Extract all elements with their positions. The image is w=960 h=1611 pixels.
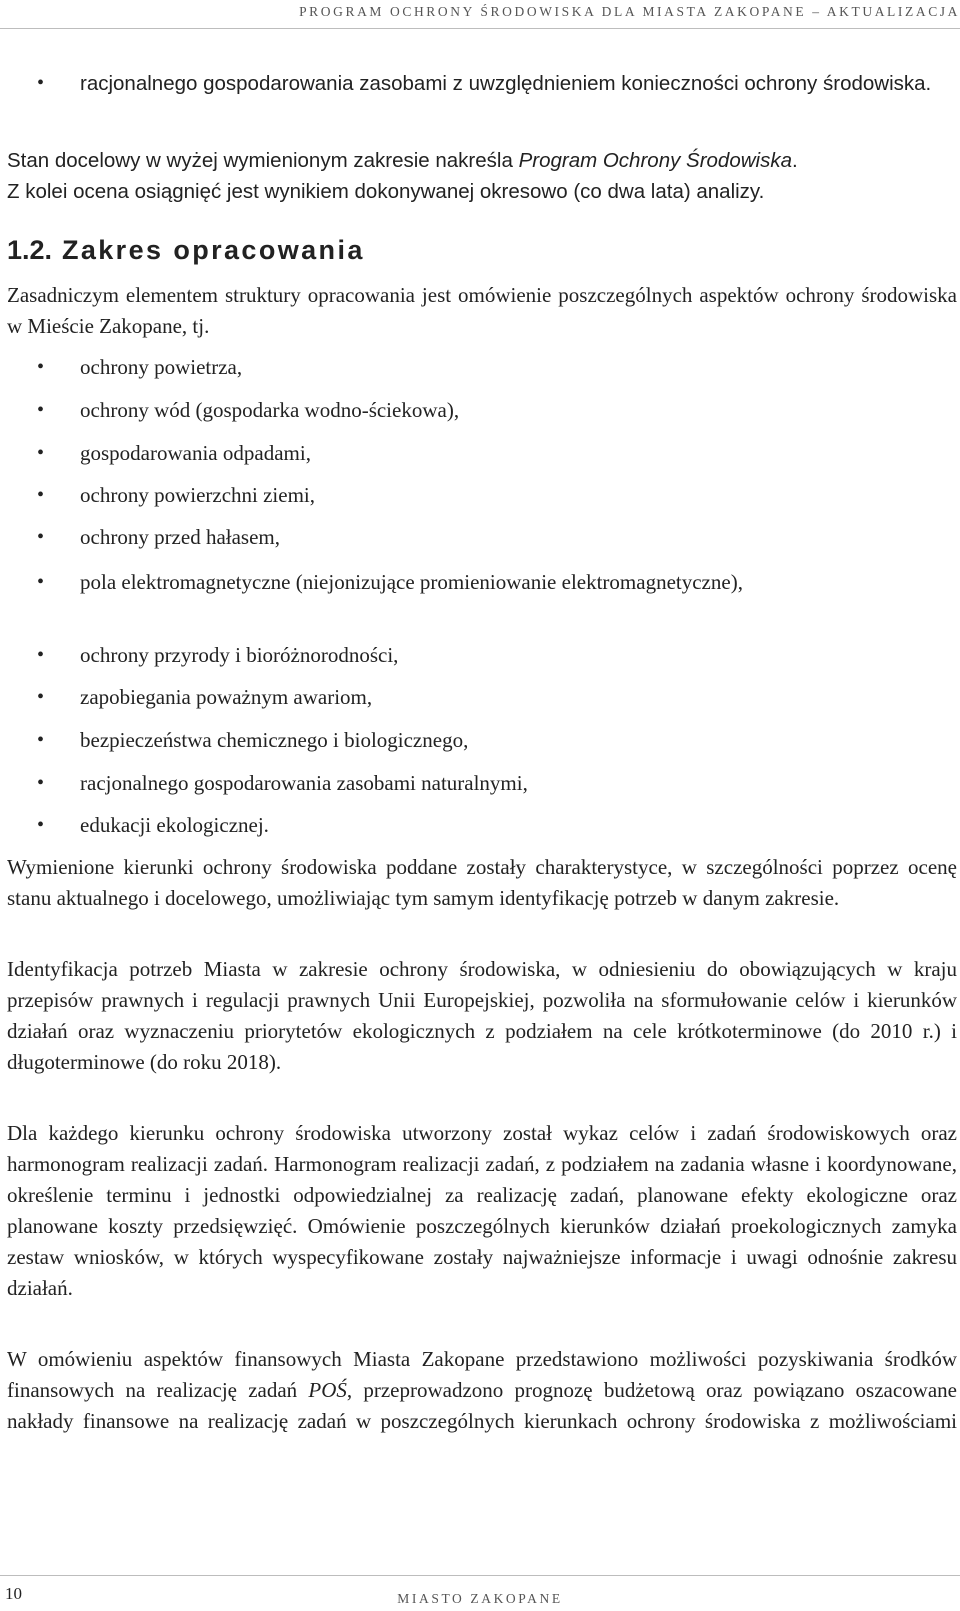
bullet-icon: • <box>37 356 45 378</box>
list-item <box>37 68 957 99</box>
footer-text: MIASTO ZAKOPANE <box>397 1591 563 1606</box>
section-number: 1.2. <box>7 235 53 265</box>
bullet-icon: • <box>37 644 45 666</box>
paragraph: Dla każdego kierunku ochrony środowiska utworzony został wykaz celów i zadań środowiskowych oraz harmonogram realizacji zadań. Harmonogram realizacji zadań, z podziałem na zadania własne i koordynowane, określenie terminu i jednostki odpowiedzialnej za realizację zadań, planowane efekty ekologiczne oraz planowane koszty przedsięwzięć. Omówienie poszczególnych kierunków działań proekologicznych zamyka zestaw wniosków, w których wyspecyfikowane zostały najważniejsze informacje i uwagi odnośnie zakresu działań. <box>7 1121 957 1300</box>
bullet-icon: • <box>37 571 45 593</box>
list-item: • ochrony powierzchni ziemi, <box>37 480 957 511</box>
bullet-icon: • <box>37 442 45 464</box>
section-title: Zakres opracowania <box>61 235 365 265</box>
section-lead: Zasadniczym elementem struktury opracowania jest omówienie poszczególnych aspektów ochrony środowiska w Mieście Zakopane, tj. <box>7 283 957 338</box>
list-item: • ochrony przed hałasem, <box>37 522 957 553</box>
section-heading <box>7 235 365 266</box>
list-item: • ochrony przyrody i bioróżnorodności, <box>37 640 957 671</box>
paragraph: Identyfikacja potrzeb Miasta w zakresie ochrony środowiska, w odniesieniu do obowiązujących w kraju przepisów prawnych i regulacji prawnych Unii Europejskiej, pozwoliła na sformułowanie celów i kierunków działań oraz wyznaczeniu priorytetów ekologicznych z podziałem na cele krótkoterminowe (do 2010 r.) i długoterminowe (do roku 2018). <box>7 957 957 1074</box>
bullet-icon: • <box>37 526 45 548</box>
bullet-icon: • <box>37 686 45 708</box>
bullet-icon: • <box>37 772 45 794</box>
list-item: • ochrony wód (gospodarka wodno-ściekowa), <box>37 395 957 426</box>
bullet-icon: • <box>37 72 45 94</box>
list-item: • bezpieczeństwa chemicznego i biologicznego, <box>37 725 957 756</box>
list-item: • edukacji ekologicznej. <box>37 810 957 841</box>
bullet-icon: • <box>37 814 45 836</box>
header-title: PROGRAM OCHRONY ŚRODOWISKA DLA MIASTA ZAKOPANE – AKTUALIZACJA <box>299 4 960 19</box>
paragraph: Wymienione kierunki ochrony środowiska poddane zostały charakterystyce, w szczególności poprzez ocenę stanu aktualnego i docelowego, umożliwiając tym samym identyfikację potrzeb w danym zakresie. <box>7 855 957 910</box>
list-item: • pola elektromagnetyczne (niejonizujące promieniowanie elektromagnetyczne), <box>37 567 957 598</box>
list-item: • ochrony powietrza, <box>37 352 957 383</box>
footer-divider <box>0 1575 960 1576</box>
page-header <box>0 0 960 29</box>
list-item-text: racjonalnego gospodarowania zasobami z uwzględnieniem konieczności ochrony środowiska. <box>80 72 932 95</box>
paragraph: W omówieniu aspektów finansowych Miasta Zakopane przedstawiono możliwości pozyskiwania środków finansowych na realizację zadań POŚ, przeprowadzono prognozę budżetową oraz powiązano oszacowane nakłady finansowe na realizację zadań w poszczególnych kierunkach ochrony środowiska z możliwościami <box>7 1347 957 1433</box>
list-item: • zapobiegania poważnym awariom, <box>37 682 957 713</box>
bullet-icon: • <box>37 729 45 751</box>
list-item: • gospodarowania odpadami, <box>37 438 957 469</box>
page-number: 10 <box>5 1584 22 1603</box>
list-item: • racjonalnego gospodarowania zasobami naturalnymi, <box>37 768 957 799</box>
intro-paragraph: Stan docelowy w wyżej wymienionym zakresie nakreśla Program Ochrony Środowiska. Z kolei ocena osiągnięć jest wynikiem dokonywanej okresowo (co dwa lata) analizy. <box>7 149 798 203</box>
bullet-icon: • <box>37 484 45 506</box>
bullet-icon: • <box>37 399 45 421</box>
